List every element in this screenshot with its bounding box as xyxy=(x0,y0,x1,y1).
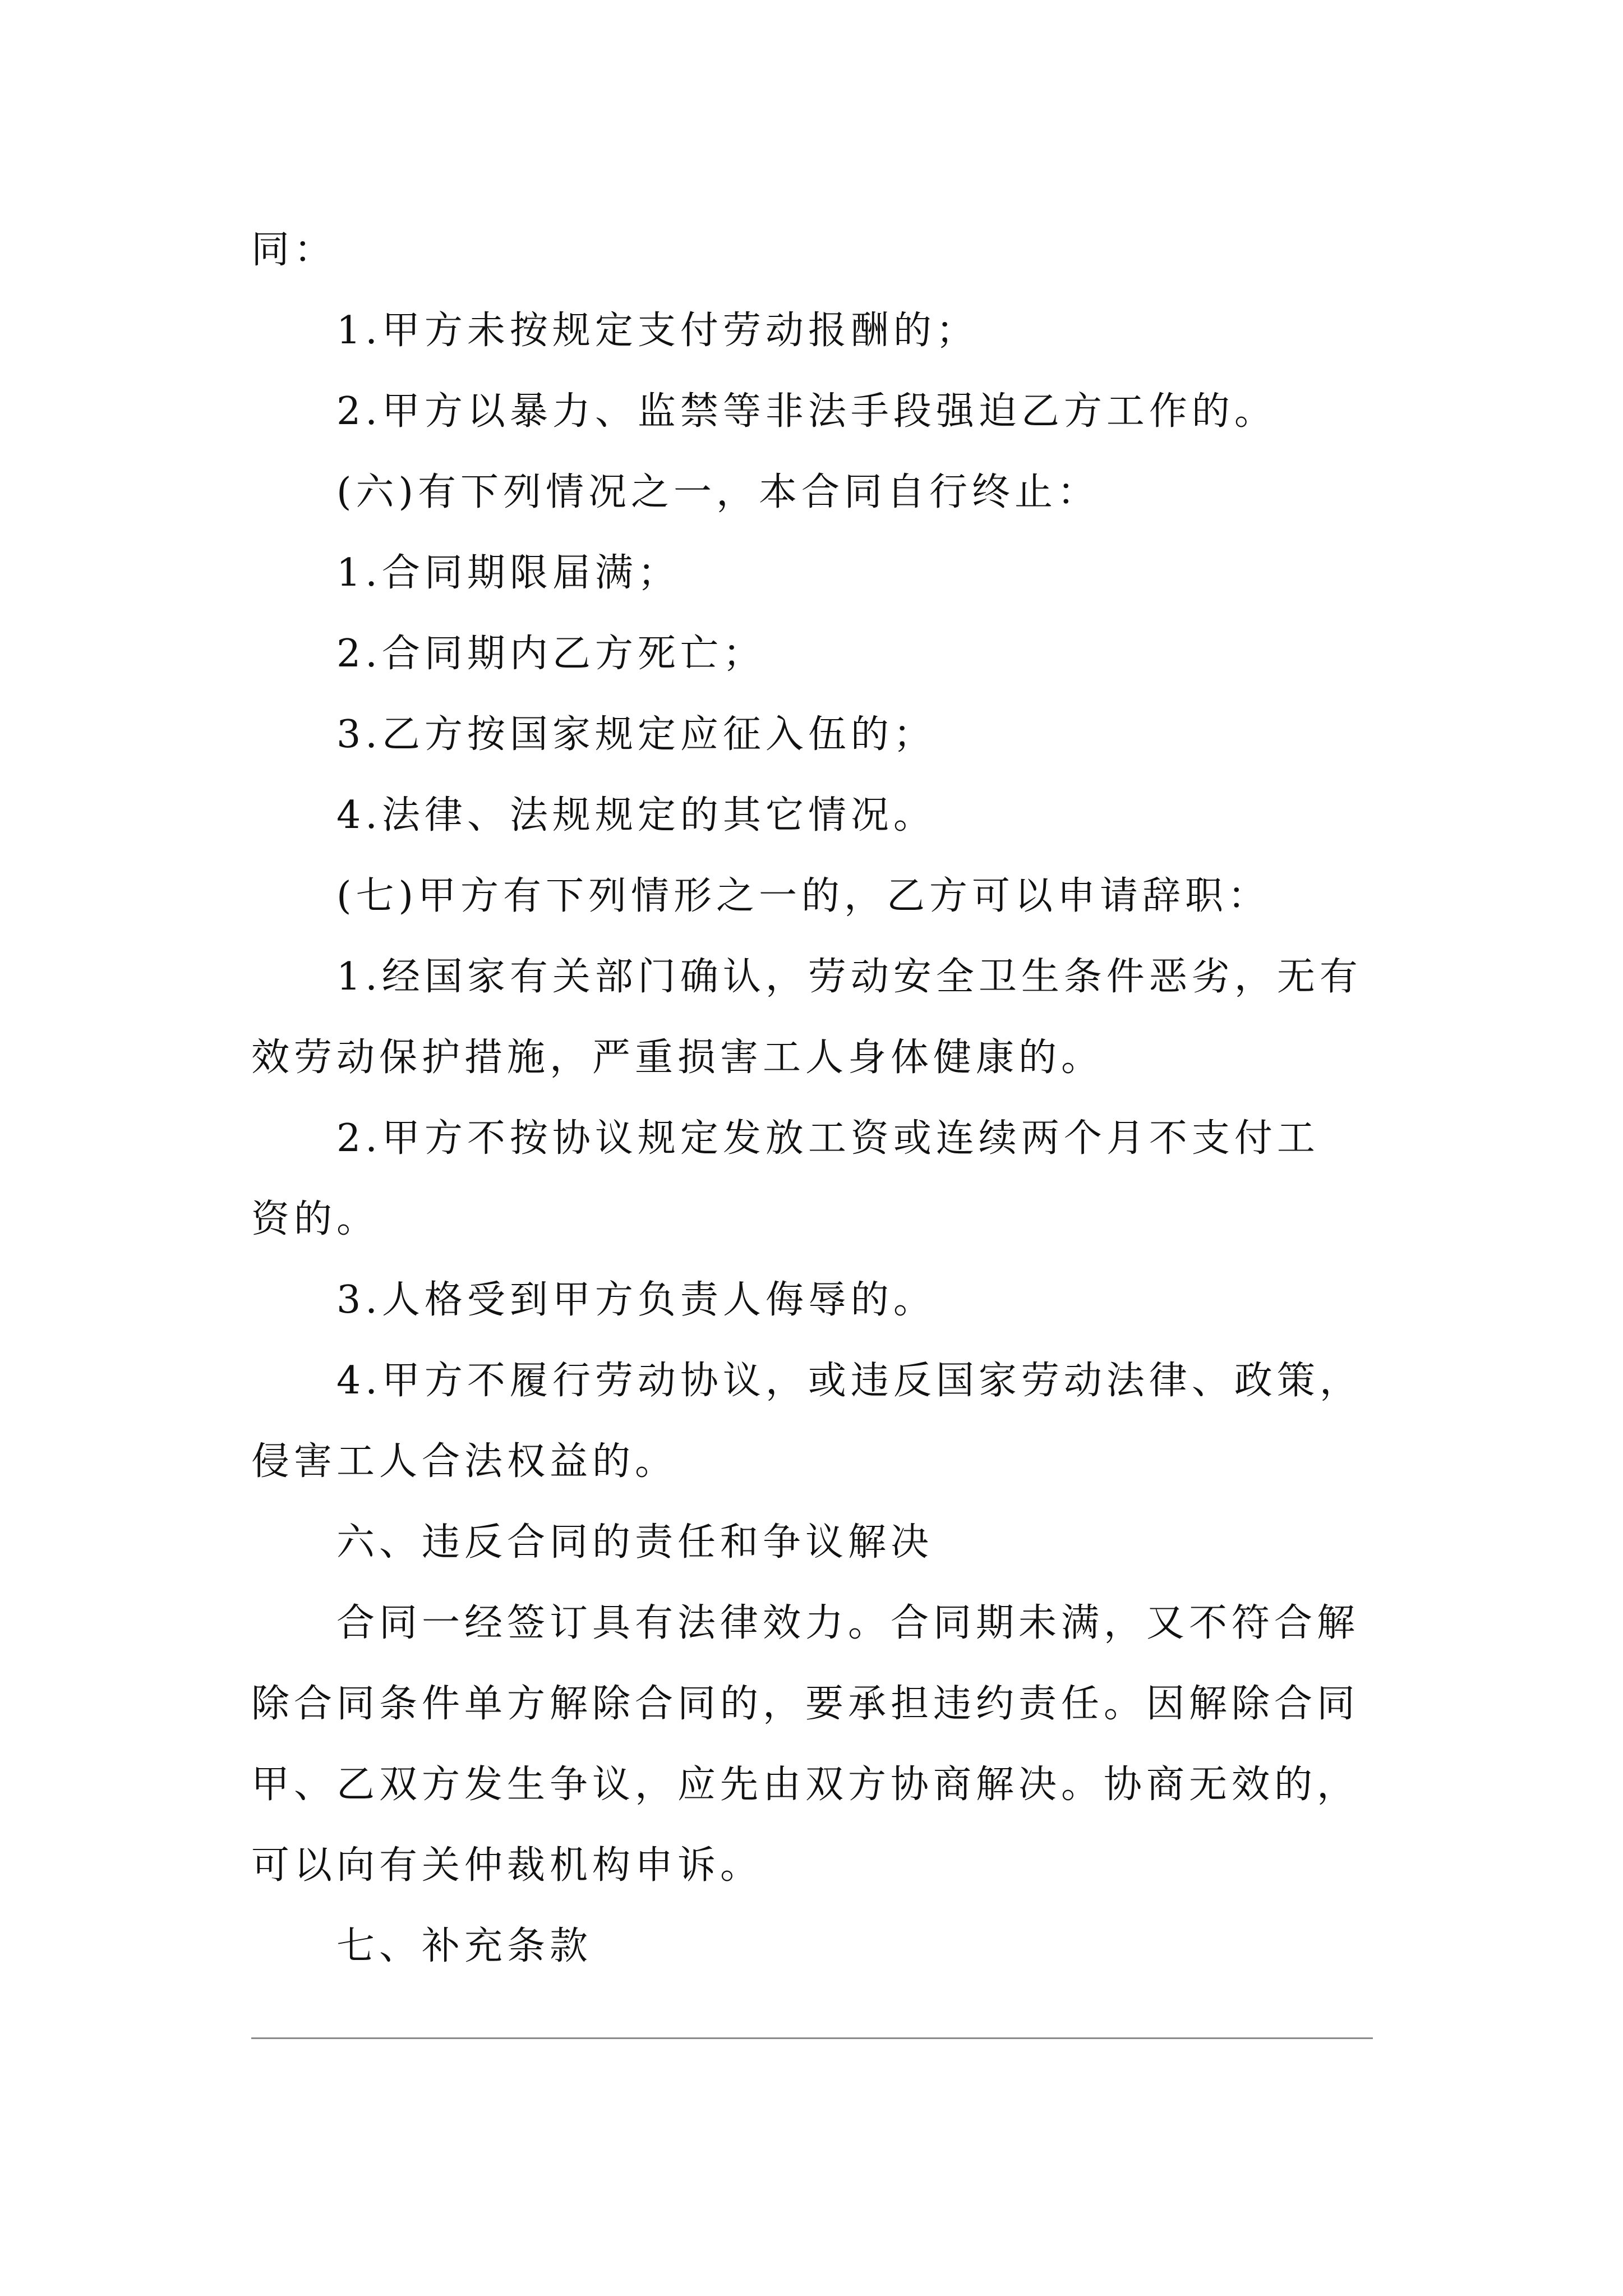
paragraph-line: 3.人格受到甲方负责人侮辱的。 xyxy=(336,1278,936,1322)
paragraph-line: 合同一经签订具有法律效力。合同期未满，又不符合解 xyxy=(336,1601,1360,1645)
paragraph-line: 2.甲方不按协议规定发放工资或连续两个月不支付工 xyxy=(336,1116,1320,1161)
paragraph-line: 甲、乙双方发生争议，应先由双方协商解决。协商无效的， xyxy=(251,1763,1360,1807)
paragraph-line: 1.经国家有关部门确认，劳动安全卫生条件恶劣，无有 xyxy=(336,955,1362,999)
paragraph-line: 4.甲方不履行劳动协议，或违反国家劳动法律、政策， xyxy=(336,1359,1362,1403)
section-heading: 七、补充条款 xyxy=(336,1924,593,1968)
paragraph-line: 1.合同期限届满； xyxy=(336,551,680,595)
footer-divider xyxy=(251,2037,1373,2039)
paragraph-line: 2.甲方以暴力、监禁等非法手段强迫乙方工作的。 xyxy=(336,389,1277,434)
paragraph-line: 2.合同期内乙方死亡； xyxy=(336,632,766,676)
section-heading: (七)甲方有下列情形之一的，乙方可以申请辞职： xyxy=(336,874,1271,918)
paragraph-line: 效劳动保护措施，严重损害工人身体健康的。 xyxy=(251,1036,1104,1080)
paragraph-line: 3.乙方按国家规定应征入伍的； xyxy=(336,712,936,757)
section-heading: (六)有下列情况之一，本合同自行终止： xyxy=(336,470,1100,514)
paragraph-line: 资的。 xyxy=(251,1197,380,1241)
paragraph-line: 侵害工人合法权益的。 xyxy=(251,1439,678,1484)
paragraph-line: 同： xyxy=(251,228,337,272)
section-heading: 六、违反合同的责任和争议解决 xyxy=(336,1520,934,1565)
paragraph-line: 4.法律、法规规定的其它情况。 xyxy=(336,793,936,838)
paragraph-line: 可以向有关仲裁机构申诉。 xyxy=(251,1843,763,1888)
paragraph-line: 除合同条件单方解除合同的，要承担违约责任。因解除合同 xyxy=(251,1682,1360,1726)
paragraph-line: 1.甲方未按规定支付劳动报酬的； xyxy=(336,309,979,353)
document-body xyxy=(251,210,1395,1987)
